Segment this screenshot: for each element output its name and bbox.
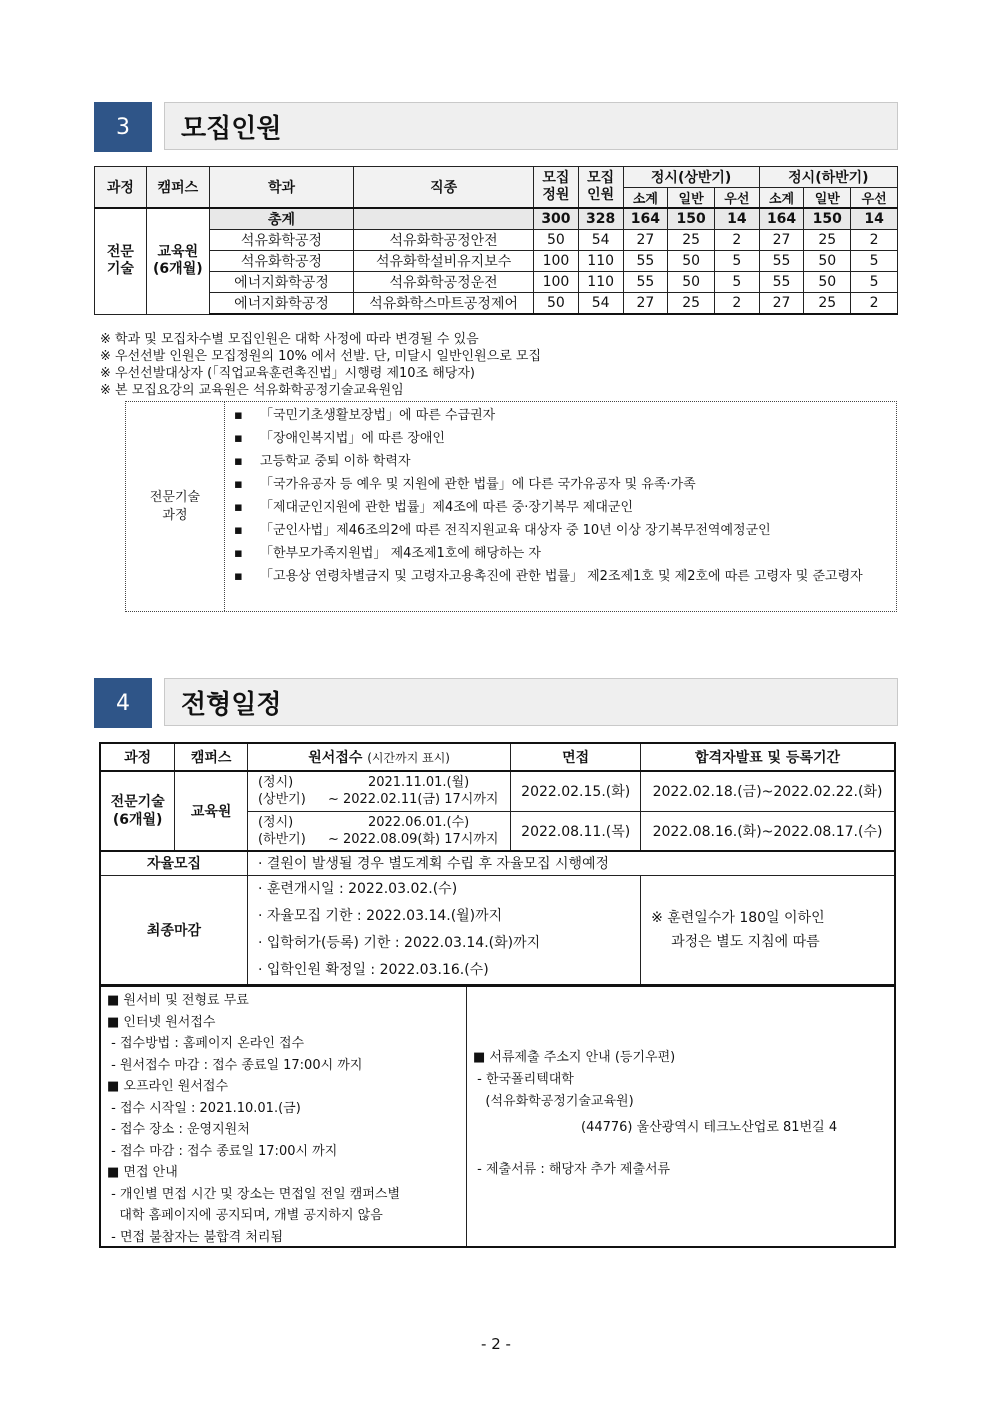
header-subtotal: 소계 [759, 188, 804, 209]
num-cell: 5 [851, 272, 898, 293]
list-item [234, 406, 888, 425]
list-item-text: 「국가유공자 등 예우 및 지원에 관한 법률」에 다른 국가유공자 및 유족·가족 [260, 477, 696, 492]
section-title: 모집인원 [164, 102, 898, 150]
apply-period-cell [247, 811, 510, 851]
period-from: 2021.11.01.(월) [367, 775, 470, 791]
table-row-final [100, 875, 895, 985]
num-cell: 27 [623, 230, 668, 251]
final-item: · 자율모집 기한 : 2022.03.14.(월)까지 [257, 907, 503, 924]
info-line: 대학 홈페이지에 공지되며, 개별 공지하지 않음 [107, 1208, 383, 1223]
list-item [234, 567, 888, 586]
total-recruit: 328 [578, 208, 623, 230]
final-note [641, 875, 895, 985]
num-cell: 100 [534, 251, 579, 272]
recruitment-table [94, 166, 898, 315]
interview-date: 2022.02.15.(화) [511, 771, 641, 811]
list-item-text: 「고용상 연령차별금지 및 고령자고용촉진에 관한 법률」 제2조제1호 및 제2호에 따른 고령자 및 준고령자 [260, 569, 863, 584]
interview-date: 2022.08.11.(목) [511, 811, 641, 851]
dept-cell: 에너지화학공정 [209, 293, 353, 315]
total-label: 총계 [209, 208, 353, 230]
bullet-icon: ▪ [234, 408, 243, 423]
eligibility-list [234, 406, 888, 590]
table-row [95, 230, 898, 251]
period-label: (정시) [257, 775, 294, 791]
campus-cell: 교육원 (6개월) [146, 208, 209, 314]
section-3-header [94, 102, 898, 152]
final-label: 최종마감 [100, 875, 247, 985]
table-row-total [95, 208, 898, 230]
header-subtotal: 소계 [623, 188, 668, 209]
num-cell: 5 [714, 272, 759, 293]
list-item [234, 521, 888, 540]
total-cell: 14 [714, 208, 759, 230]
info-line: - 접수 시작일 : 2021.10.01.(금) [107, 1100, 301, 1116]
info-line: (석유화학공정기술교육원) [473, 1094, 634, 1109]
final-note-line: ※ 훈련일수가 180일 이하인 [651, 909, 825, 926]
num-cell: 25 [668, 230, 715, 251]
bullet-icon: ▪ [234, 454, 243, 469]
application-info-box [99, 985, 896, 1248]
section-4-header [94, 678, 898, 728]
info-line: ■ 서류제출 주소지 안내 (등기우편) [473, 1050, 676, 1065]
info-line: ■ 면접 안내 [107, 1165, 178, 1180]
num-cell: 50 [804, 272, 851, 293]
num-cell: 2 [714, 293, 759, 315]
table-row [100, 771, 895, 811]
divider [466, 987, 467, 1246]
header-recruit: 모집 인원 [578, 167, 623, 209]
total-cell: 164 [623, 208, 668, 230]
total-quota: 300 [534, 208, 579, 230]
apply-period [258, 814, 510, 831]
page-number: - 2 - [481, 1335, 511, 1353]
num-cell: 25 [804, 293, 851, 315]
num-cell: 27 [623, 293, 668, 315]
section-title: 전형일정 [164, 678, 898, 726]
info-line: - 한국폴리텍대학 [473, 1072, 574, 1087]
info-line: - 접수 마감 : 접수 종료일 17:00시 까지 [107, 1143, 338, 1159]
list-item [234, 429, 888, 448]
list-item-text: 「제대군인지원에 관한 법률」제4조에 따른 중·장기복무 제대군인 [260, 500, 634, 515]
course-cell: 전문기술 (6개월) [100, 771, 175, 851]
total-job-empty [354, 208, 534, 230]
self-recruit-label: 자율모집 [100, 851, 247, 875]
num-cell: 55 [623, 272, 668, 293]
bullet-icon: ▪ [234, 523, 243, 538]
table-row [95, 293, 898, 315]
num-cell: 110 [578, 272, 623, 293]
num-cell: 50 [534, 293, 579, 315]
course-cell: 전문 기술 [95, 208, 147, 314]
notes [100, 331, 541, 399]
header-general: 일반 [804, 188, 851, 209]
period-to: ~ 2022.02.11(금) 17시까지 [327, 792, 499, 808]
header-first-half: 정시(상반기) [623, 167, 759, 188]
period-to: ~ 2022.08.09(화) 17시까지 [327, 831, 499, 847]
bullet-icon: ▪ [234, 500, 243, 515]
apply-note: (시간까지 표시) [367, 751, 450, 765]
info-line: - 원서접수 마감 : 접수 종료일 17:00시 까지 [107, 1057, 363, 1073]
header-interview: 면접 [511, 743, 641, 771]
self-recruit-text: · 결원이 발생될 경우 별도계획 수립 후 자율모집 시행예정 [247, 851, 895, 875]
header-quota: 모집 정원 [534, 167, 579, 209]
header-apply [247, 743, 510, 771]
list-item-text: 「장애인복지법」에 따른 장애인 [260, 431, 445, 446]
bullet-icon: ▪ [234, 477, 243, 492]
header-second-half: 정시(하반기) [759, 167, 897, 188]
list-item-text: 고등학교 중퇴 이하 학력자 [260, 454, 411, 469]
num-cell: 2 [851, 230, 898, 251]
final-item: · 훈련개시일 : 2022.03.02.(수) [257, 880, 458, 897]
campus-cell: 교육원 [175, 771, 248, 851]
num-cell: 2 [714, 230, 759, 251]
info-line: - 개인별 면접 시간 및 장소는 면접일 전일 캠퍼스별 [107, 1186, 401, 1202]
header-campus: 캠퍼스 [146, 167, 209, 209]
info-line: ■ 원서비 및 전형료 무료 [107, 993, 249, 1008]
result-period: 2022.08.16.(화)~2022.08.17.(수) [641, 811, 895, 851]
list-item [234, 498, 888, 517]
note: ※ 우선선발 인원은 모집정원의 10% 에서 선발. 단, 미달시 일반인원으로 모집 [100, 349, 541, 364]
eligibility-box [125, 401, 897, 612]
num-cell: 100 [534, 272, 579, 293]
num-cell: 55 [759, 251, 804, 272]
num-cell: 2 [851, 293, 898, 315]
final-item: · 입학허가(등록) 기한 : 2022.03.14.(화)까지 [257, 934, 541, 951]
apply-period [258, 774, 510, 791]
application-info-left [107, 990, 462, 1248]
num-cell: 110 [578, 251, 623, 272]
header-result: 합격자발표 및 등록기간 [641, 743, 895, 771]
result-period: 2022.02.18.(금)~2022.02.22.(화) [641, 771, 895, 811]
info-line: ■ 인터넷 원서접수 [107, 1014, 216, 1030]
num-cell: 50 [668, 272, 715, 293]
final-items [247, 875, 640, 985]
num-cell: 54 [578, 230, 623, 251]
header-course: 과정 [100, 743, 175, 771]
bullet-icon: ▪ [234, 569, 243, 584]
list-item-text: 「국민기초생활보장법」에 따른 수급권자 [260, 408, 496, 423]
info-line: - 접수방법 : 홈페이지 온라인 접수 [107, 1036, 305, 1051]
apply-label: 원서접수 [308, 750, 363, 766]
header-priority: 우선 [714, 188, 759, 209]
num-cell: 50 [534, 230, 579, 251]
table-row [95, 272, 898, 293]
apply-period [258, 831, 510, 848]
table-row-self-recruit [100, 851, 895, 875]
schedule-table [99, 742, 896, 986]
list-item [234, 475, 888, 494]
job-cell: 석유화학공정운전 [354, 272, 534, 293]
address-line: (44776) 울산광역시 테크노산업로 81번길 4 [581, 1120, 838, 1135]
period-label: (상반기) [257, 792, 306, 808]
final-item: · 입학인원 확정일 : 2022.03.16.(수) [257, 961, 489, 978]
table-row [95, 251, 898, 272]
num-cell: 25 [804, 230, 851, 251]
list-item-text: 「한부모가족지원법」 제4조제1호에 해당하는 자 [260, 546, 541, 561]
job-cell: 석유화학공정안전 [354, 230, 534, 251]
total-cell: 164 [759, 208, 804, 230]
list-item [234, 452, 888, 471]
num-cell: 27 [759, 230, 804, 251]
total-cell: 14 [851, 208, 898, 230]
info-line: - 제출서류 : 해당자 추가 제출서류 [473, 1162, 671, 1177]
num-cell: 27 [759, 293, 804, 315]
job-cell: 석유화학스마트공정제어 [354, 293, 534, 315]
total-cell: 150 [668, 208, 715, 230]
bullet-icon: ▪ [234, 431, 243, 446]
header-course: 과정 [95, 167, 147, 209]
num-cell: 55 [759, 272, 804, 293]
note: ※ 우선선발대상자 (「직업교육훈련촉진법」시행령 제10조 해당자) [100, 366, 475, 381]
header-job: 직종 [354, 167, 534, 209]
period-label: (정시) [257, 814, 294, 830]
dept-cell: 에너지화학공정 [209, 272, 353, 293]
list-item-text: 「군인사법」제46조의2에 따른 전직지원교육 대상자 중 10년 이상 장기복무전역예정군인 [260, 523, 771, 538]
apply-period [258, 791, 510, 808]
num-cell: 55 [623, 251, 668, 272]
job-cell: 석유화학설비유지보수 [354, 251, 534, 272]
eligibility-label: 전문기술 과정 [126, 402, 225, 611]
info-line: ■ 오프라인 원서접수 [107, 1079, 229, 1094]
num-cell: 54 [578, 293, 623, 315]
application-info-right [473, 1047, 888, 1181]
num-cell: 25 [668, 293, 715, 315]
info-line: - 면접 불참자는 불합격 처리됨 [107, 1229, 284, 1245]
header-dept: 학과 [209, 167, 353, 209]
num-cell: 50 [804, 251, 851, 272]
period-from: 2022.06.01.(수) [367, 814, 470, 830]
num-cell: 5 [851, 251, 898, 272]
header-campus: 캠퍼스 [175, 743, 248, 771]
num-cell: 5 [714, 251, 759, 272]
info-line: - 접수 장소 : 운영지원처 [107, 1122, 250, 1137]
header-general: 일반 [668, 188, 715, 209]
apply-period-cell [247, 771, 510, 811]
section-number: 4 [94, 678, 152, 728]
total-cell: 150 [804, 208, 851, 230]
note: ※ 본 모집요강의 교육원은 석유화학공정기술교육원임 [100, 383, 404, 398]
section-number: 3 [94, 102, 152, 152]
dept-cell: 석유화학공정 [209, 251, 353, 272]
bullet-icon: ▪ [234, 546, 243, 561]
final-note-line: 과정은 별도 지침에 따름 [671, 933, 820, 950]
list-item [234, 544, 888, 563]
header-priority: 우선 [851, 188, 898, 209]
dept-cell: 석유화학공정 [209, 230, 353, 251]
period-label: (하반기) [257, 831, 306, 847]
note: ※ 학과 및 모집차수별 모집인원은 대학 사정에 따라 변경될 수 있음 [100, 332, 479, 347]
num-cell: 50 [668, 251, 715, 272]
